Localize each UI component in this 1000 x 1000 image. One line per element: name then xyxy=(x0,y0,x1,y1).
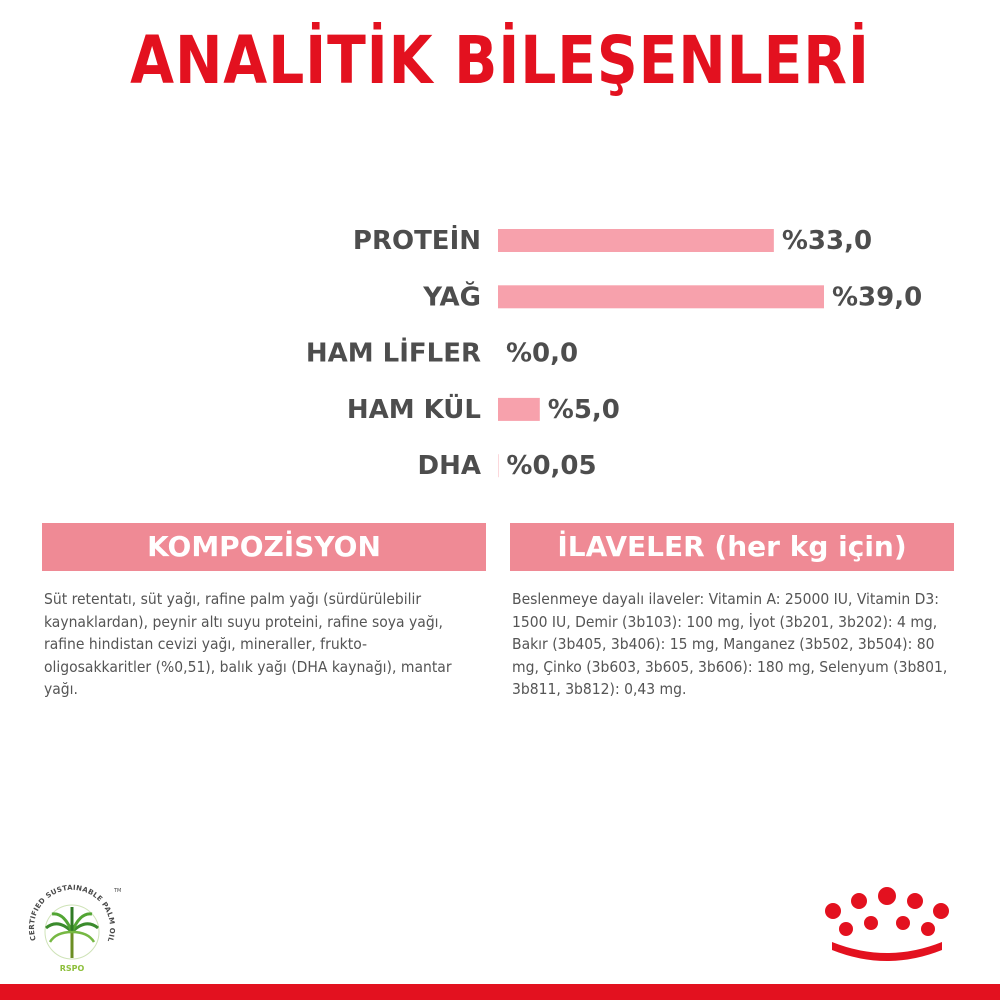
bar xyxy=(498,398,540,421)
crown-icon xyxy=(820,884,955,964)
page-title: ANALİTİK BİLEŞENLERİ xyxy=(130,22,870,99)
value-label: %0,0 xyxy=(506,338,579,369)
additives-header: İLAVELER (her kg için) xyxy=(510,523,954,571)
value-label: %5,0 xyxy=(547,394,620,425)
bar xyxy=(498,285,824,308)
category-label: PROTEİN xyxy=(352,226,481,256)
composition-header: KOMPOZİSYON xyxy=(42,523,486,571)
additives-text: Beslenmeye dayalı ilaveler: Vitamin A: 25000 IU, Vitamin D3: 1500 IU, Demir (3b103): 100 mg, İyot (3b201, 3b202): 4 mg, Bakır (3b405, 3b406): 15 mg, Manganez (3b502, 3b504): 80 mg, Çinko (3b603, 3b605, 3b606): 180 mg, Selenyum (3b801, 3b811, 3b812): 0,43 mg. xyxy=(512,590,948,698)
rspo-logo xyxy=(22,880,122,980)
nutrient-bar-chart xyxy=(0,200,1000,500)
category-label: YAĞ xyxy=(423,282,481,313)
rspo-tm: TM xyxy=(114,888,122,894)
value-labels xyxy=(506,226,922,481)
composition-text: Süt retentatı, süt yağı, rafine palm yağı (sürdürülebilir kaynaklardan), peynir altı suyu proteini, rafine soya yağı, rafine hindistan cevizi yağı, mineraller, frukto-oligosakkaritler (%0,51), balık yağı (DHA kaynağı), mantar yağı. xyxy=(44,590,452,698)
category-label: HAM LİFLER xyxy=(305,338,481,369)
category-label: DHA xyxy=(417,451,481,482)
category-label: HAM KÜL xyxy=(346,394,481,425)
bottom-accent-bar xyxy=(0,984,1000,1000)
value-label: %0,05 xyxy=(506,451,597,482)
bar xyxy=(498,229,774,252)
value-label: %33,0 xyxy=(781,226,873,256)
rspo-label: RSPO xyxy=(59,964,85,973)
category-labels xyxy=(306,224,481,481)
rspo-ring-text: CERTIFIED SUSTAINABLE PALM OIL xyxy=(27,883,117,944)
value-label: %39,0 xyxy=(832,282,923,313)
